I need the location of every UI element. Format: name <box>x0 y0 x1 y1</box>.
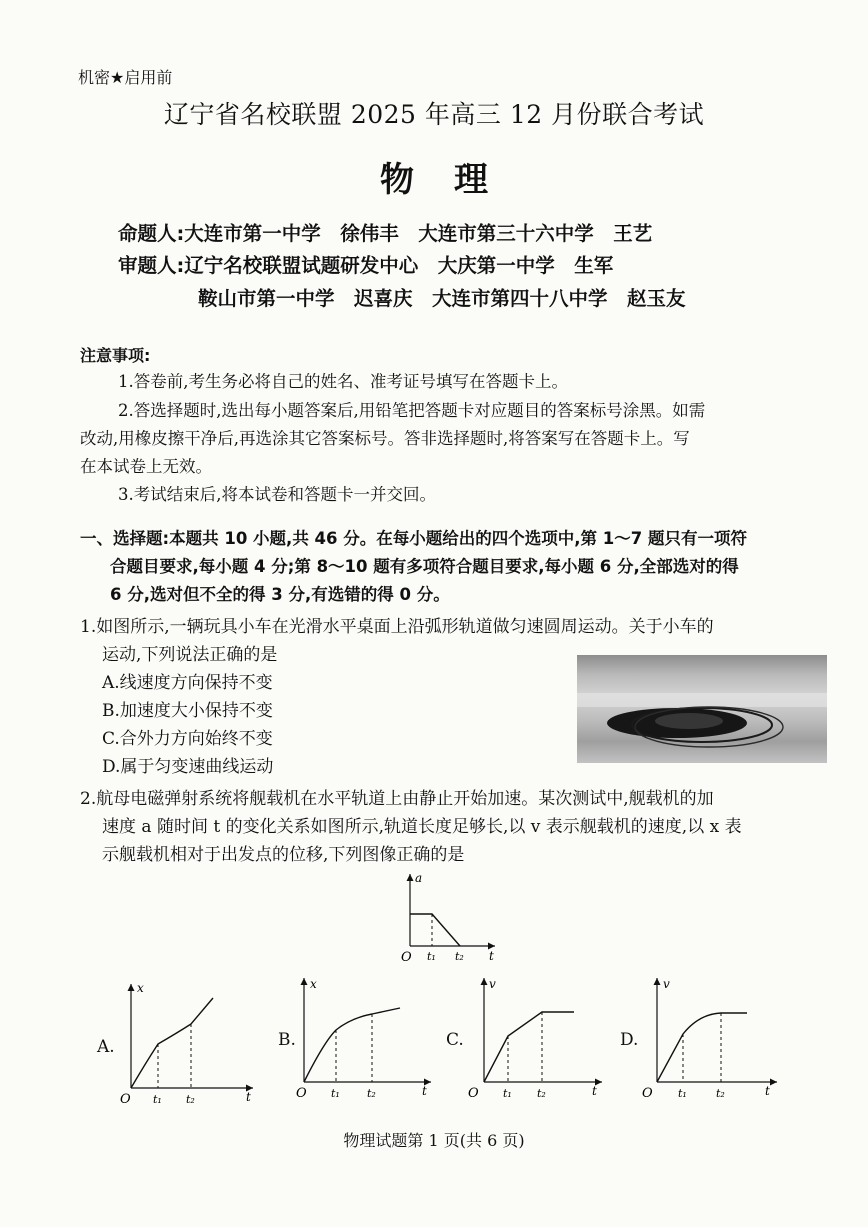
axis-t-label: t <box>246 1090 251 1104</box>
axis-v-label: v <box>489 977 496 991</box>
notice-item-2: 2.答选择题时,选出每小题答案后,用铅笔把答题卡对应题目的答案标号涂黑。如需 <box>118 401 706 420</box>
origin-label: O <box>296 1086 307 1100</box>
q2-stem: 2.航母电磁弹射系统将舰载机在水平轨道上由静止开始加速。某次测试中,舰载机的加 <box>80 789 714 809</box>
q1-stem-2: 运动,下列说法正确的是 <box>102 645 278 665</box>
option-b-graph <box>296 972 441 1100</box>
t1-label: t₁ <box>331 1087 340 1100</box>
section-instructions-3: 6 分,选对但不全的得 3 分,有选错的得 0 分。 <box>110 585 450 604</box>
t2-label: t₂ <box>186 1093 195 1106</box>
notice-item-2-cont: 改动,用橡皮擦干净后,再选涂其它答案标号。答非选择题时,将答案写在答题卡上。写 <box>80 429 690 448</box>
t1-label: t₁ <box>678 1087 687 1100</box>
confidential-label: 机密★启用前 <box>78 68 173 87</box>
subject-title: 物理 <box>380 160 528 200</box>
notice-item-1: 1.答卷前,考生务必将自己的姓名、准考证号填写在答题卡上。 <box>118 372 568 391</box>
reviewers: 审题人:辽宁名校联盟试题研发中心 大庆第一中学 生军 <box>118 254 614 277</box>
notice-heading: 注意事项: <box>80 346 151 365</box>
notice-item-2-end: 在本试卷上无效。 <box>80 457 212 476</box>
option-d-graph <box>639 972 784 1100</box>
toy-car-track-photo <box>577 655 827 763</box>
reviewers-continued: 鞍山市第一中学 迟喜庆 大连市第四十八中学 赵玉友 <box>198 287 686 310</box>
axis-t-label: t <box>592 1084 597 1098</box>
acceleration-time-graph <box>395 868 505 968</box>
axis-a-label: a <box>415 871 423 885</box>
origin-label: O <box>642 1086 653 1100</box>
exam-title: 辽宁省名校联盟 2025 年高三 12 月份联合考试 <box>163 100 705 129</box>
section-instructions-2: 合题目要求,每小题 4 分;第 8～10 题有多项符合题目要求,每小题 6 分,全部选对的得 <box>110 557 739 576</box>
q1-option-d: D.属于匀变速曲线运动 <box>102 757 274 777</box>
option-a-label: A. <box>97 1037 115 1057</box>
q1-option-a: A.线速度方向保持不变 <box>102 673 273 693</box>
origin-label: O <box>401 950 412 965</box>
section-instructions: 一、选择题:本题共 10 小题,共 46 分。在每小题给出的四个选项中,第 1～7 题只有一项符 <box>80 529 747 548</box>
option-c-graph <box>464 972 609 1100</box>
option-a-graph <box>115 978 260 1106</box>
axis-t-label: t <box>489 949 494 963</box>
t2-label: t₂ <box>716 1087 725 1100</box>
question-setters: 命题人:大连市第一中学 徐伟丰 大连市第三十六中学 王艺 <box>118 222 653 245</box>
axis-t-label: t <box>422 1084 427 1098</box>
page-footer: 物理试题第 1 页(共 6 页) <box>343 1131 525 1150</box>
axis-t-label: t <box>765 1084 770 1098</box>
t2-label: t₂ <box>537 1087 546 1100</box>
option-d-label: D. <box>620 1030 639 1050</box>
q2-stem-3: 示舰载机相对于出发点的位移,下列图像正确的是 <box>102 845 465 865</box>
axis-v-label: v <box>663 977 670 991</box>
q2-stem-2: 速度 a 随时间 t 的变化关系如图所示,轨道长度足够长,以 v 表示舰载机的速度,以 x 表 <box>102 817 742 837</box>
t2-label: t₂ <box>455 950 464 963</box>
t2-label: t₂ <box>367 1087 376 1100</box>
axis-x-label: x <box>137 981 144 995</box>
origin-label: O <box>120 1092 131 1106</box>
option-b-label: B. <box>278 1030 296 1050</box>
q1-stem: 1.如图所示,一辆玩具小车在光滑水平桌面上沿弧形轨道做匀速圆周运动。关于小车的 <box>80 617 714 637</box>
t1-label: t₁ <box>503 1087 512 1100</box>
notice-item-3: 3.考试结束后,将本试卷和答题卡一并交回。 <box>118 485 436 504</box>
option-c-label: C. <box>446 1030 464 1050</box>
t1-label: t₁ <box>153 1093 162 1106</box>
q1-option-b: B.加速度大小保持不变 <box>102 701 273 721</box>
axis-x-label: x <box>310 977 317 991</box>
origin-label: O <box>468 1086 479 1100</box>
q1-option-c: C.合外力方向始终不变 <box>102 729 273 749</box>
t1-label: t₁ <box>427 950 436 963</box>
